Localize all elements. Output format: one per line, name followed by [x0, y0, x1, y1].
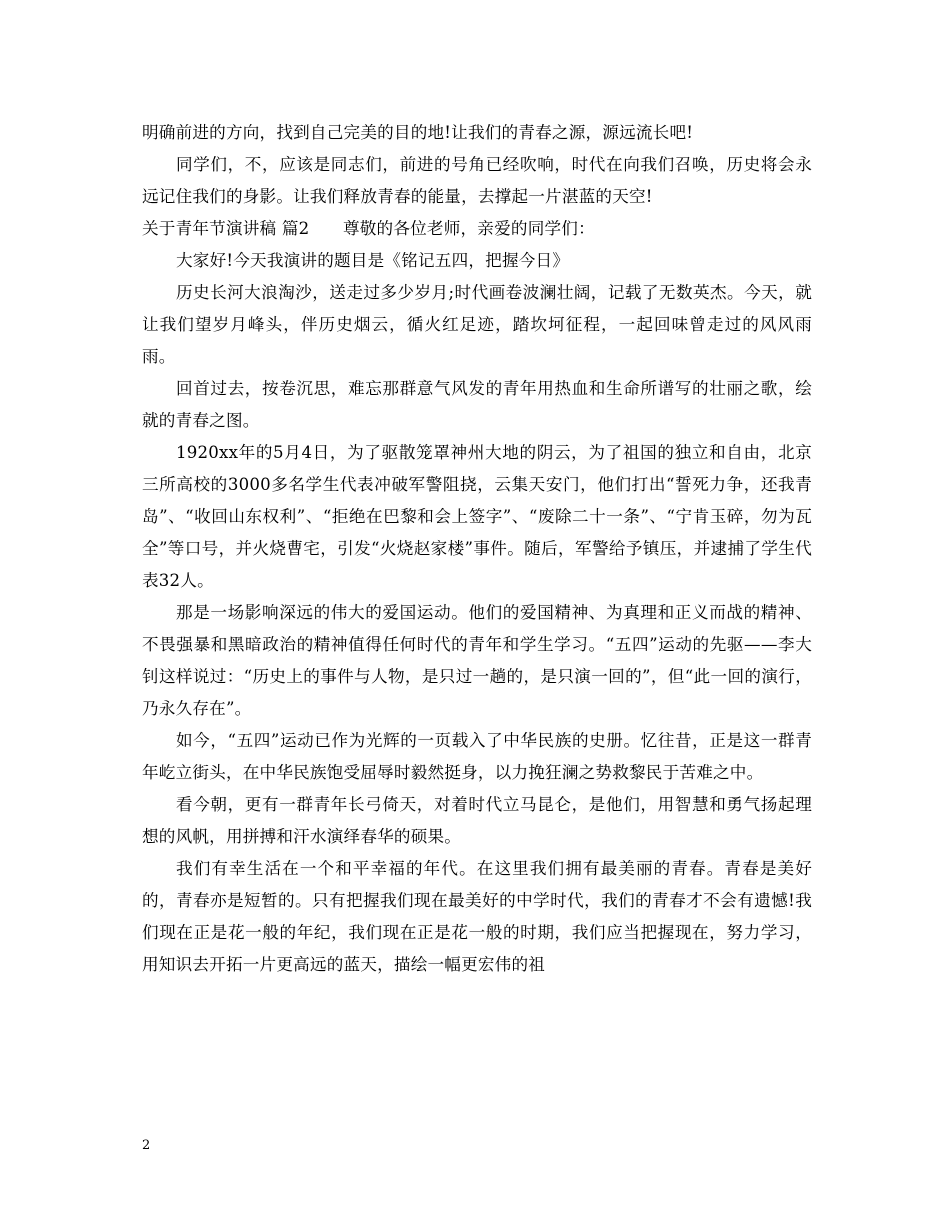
paragraph-5: 回首过去，按卷沉思，难忘那群意气风发的青年用热血和生命所谱写的壮丽之歌，绘就的青春之图。 — [142, 379, 812, 430]
paragraph-3: 大家好!今天我演讲的题目是《铭记五四，把握今日》 — [176, 251, 570, 270]
paragraph-8: 如今，“五四”运动已作为光辉的一页载入了中华民族的史册。忆往昔，正是这一群青年屹立街头，在中华民族饱受屈辱时毅然挺身，以力挽狂澜之势救黎民于苦难之中。 — [142, 731, 812, 782]
paragraph-10: 我们有幸生活在一个和平幸福的年代。在这里我们拥有最美丽的青春。青春是美好的，青春亦是短暂的。只有把握我们现在最美好的中学时代，我们的青春才不会有遗憾!我们现在正是花一般的年纪，我们现在正是花一般的时期，我们应当把握现在，努力学习，用知识去开拓一片更高远的蓝天，描绘一幅更宏伟的祖 — [142, 859, 812, 974]
paragraph-7: 那是一场影响深远的伟大的爱国运动。他们的爱国精神、为真理和正义而战的精神、不畏强暴和黑暗政治的精神值得任何时代的青年和学生学习。“五四”运动的先驱——李大钊这样说过：“历史上的事件与人物，是只过一趟的，是只演一回的”，但“此一回的演行，乃永久存在”。 — [142, 603, 812, 718]
document-body — [142, 117, 812, 981]
paragraph-6: 1920xx年的5月4日，为了驱散笼罩神州大地的阴云，为了祖国的独立和自由，北京三所高校的3000多名学生代表冲破军警阻挠，云集天安门，他们打出“誓死力争，还我青岛”、“收回山东权利”、“拒绝在巴黎和会上签字”、“废除二十一条”、“宁肯玉碎，勿为瓦全”等口号，并火烧曹宅，引发“火烧赵家楼”事件。随后，军警给予镇压，并逮捕了学生代表32人。 — [142, 443, 812, 590]
paragraph-4: 历史长河大浪淘沙，送走过多少岁月;时代画卷波澜壮阔，记载了无数英杰。今天，就让我们望岁月峰头，伴历史烟云，循火红足迹，踏坎坷征程，一起回味曾走过的风风雨雨。 — [142, 283, 812, 366]
page-number: 2 — [142, 1138, 151, 1153]
section-heading: 关于青年节演讲稿 篇2 尊敬的各位老师，亲爱的同学们： — [142, 219, 595, 238]
paragraph-2: 同学们，不，应该是同志们，前进的号角已经吹响，时代在向我们召唤，历史将会永远记住我们的身影。让我们释放青春的能量，去撑起一片湛蓝的天空! — [142, 155, 812, 206]
paragraph-9: 看今朝，更有一群青年长弓倚天，对着时代立马昆仑，是他们，用智慧和勇气扬起理想的风帆，用拼搏和汗水演绎春华的硕果。 — [142, 795, 812, 846]
paragraph-1: 明确前进的方向，找到自己完美的目的地!让我们的青春之源，源远流长吧! — [142, 123, 694, 142]
